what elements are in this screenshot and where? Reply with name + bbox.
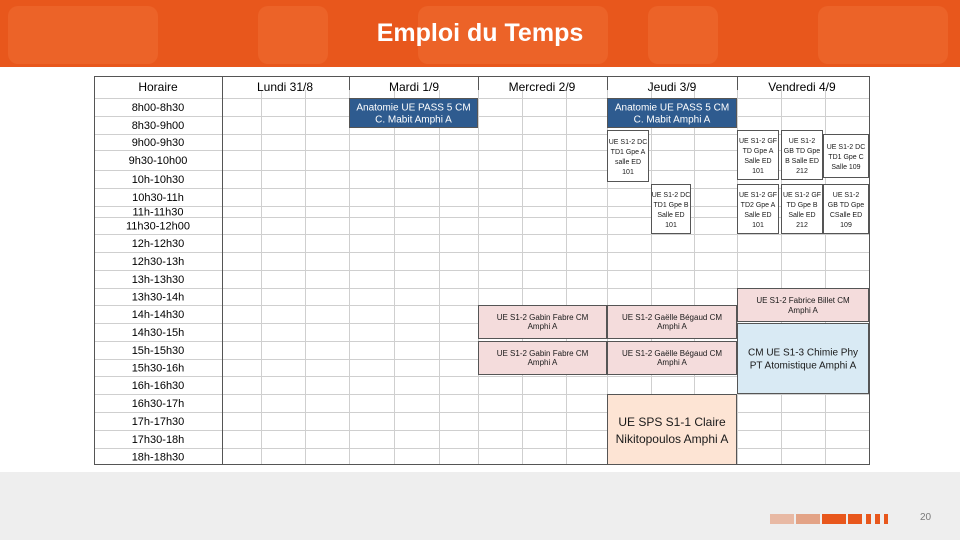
header-day: Vendredi 4/9 [768, 80, 836, 94]
event-text: UE S1-2 Gaëlle Bégaud CM [621, 313, 723, 323]
event-text: Salle ED [744, 157, 772, 165]
event-text: TD2 Gpe A [740, 201, 776, 209]
event-text: Anatomie UE PASS 5 CM [614, 102, 730, 114]
time-slot-label: 14h30-15h [131, 327, 185, 339]
time-slot-label: 12h-12h30 [131, 238, 185, 250]
time-slot-label: 8h30-9h00 [131, 120, 185, 132]
event-text: UE S1-2 [788, 137, 816, 145]
event-text: CM UE S1-3 Chimie Phy [747, 347, 859, 359]
time-slot-label: 15h-15h30 [131, 345, 185, 357]
footer-bar [884, 514, 888, 524]
time-slot-label: 18h-18h30 [131, 451, 185, 464]
footer-bar [866, 514, 871, 524]
event-text: Amphi A [788, 305, 818, 315]
event-text: Nikitopoulos Amphi A [615, 431, 729, 446]
time-slot-label: 12h30-13h [131, 256, 185, 268]
event-text: UE S1-2 Fabrice Billet CM [756, 295, 850, 305]
event-text: Salle ED [657, 211, 685, 219]
slide-title: Emploi du Temps [376, 19, 584, 47]
time-slot-label: 13h30-14h [131, 291, 185, 304]
event-text: Anatomie UE PASS 5 CM [356, 102, 471, 114]
event-text: UE S1-2 Gabin Fabre CM [496, 313, 589, 323]
event-text: GB TD Gpe [827, 201, 865, 209]
event-text: 101 [752, 221, 764, 229]
event-text: C. Mabit Amphi A [375, 114, 452, 126]
event-text: Amphi A [527, 322, 558, 332]
time-slot-label: 9h00-9h30 [131, 137, 185, 149]
footer-bar [875, 514, 880, 524]
time-slot-label: 11h-11h30 [132, 206, 184, 219]
time-slot-label: 9h30-10h00 [128, 155, 188, 167]
time-slot-label: 10h-10h30 [131, 174, 185, 186]
event-text: 101 [622, 168, 634, 176]
footer-bar [822, 514, 846, 524]
event-text: 212 [796, 221, 808, 229]
timetable [94, 76, 870, 465]
time-slot-label: 16h-16h30 [131, 380, 185, 392]
time-slot-label: 17h-17h30 [131, 416, 185, 428]
event-block [608, 395, 737, 465]
slide-footer [0, 472, 960, 540]
event-text: TD Gpe B [786, 201, 818, 209]
event-text: UE SPS S1-1 Claire [618, 414, 726, 429]
event-text: UE S1-2 Gabin Fabre CM [496, 349, 589, 359]
time-slot-label: 15h30-16h [131, 362, 185, 375]
event-text: 101 [665, 221, 677, 229]
event-text: B Salle ED [785, 157, 819, 165]
event-text: CSalle ED [829, 211, 863, 219]
footer-bar [796, 514, 820, 524]
event-text: Salle ED [744, 211, 772, 219]
time-slot-label: 10h30-11h [132, 192, 184, 204]
event-text: TD1 Gpe A [610, 148, 646, 156]
event-text: Salle 109 [831, 163, 861, 171]
header-horaire: Horaire [138, 80, 178, 94]
event-text: Amphi A [657, 322, 687, 332]
event-text: 101 [752, 167, 764, 175]
time-slot-label: 13h-13h30 [131, 274, 185, 286]
event-text: UE S1-2 GF [738, 137, 778, 145]
header-day: Mercredi 2/9 [508, 80, 576, 94]
event-text: UE S1-2 DC [651, 191, 691, 199]
time-slot-label: 17h30-18h [131, 434, 185, 446]
header-day: Jeudi 3/9 [647, 80, 697, 94]
event-text: C. Mabit Amphi A [633, 114, 711, 126]
event-text: GB TD Gpe [783, 147, 821, 155]
event-text: TD1 Gpe B [653, 201, 689, 209]
event-text: UE S1-2 GF [738, 191, 778, 199]
event-text: UE S1-2 DC [826, 143, 866, 151]
event-text: UE S1-2 [832, 191, 860, 199]
event-text: TD1 Gpe C [828, 153, 864, 161]
page-number: 20 [920, 512, 932, 523]
event-text: 109 [840, 221, 852, 229]
event-text: TD Gpe A [742, 147, 774, 155]
header-day: Mardi 1/9 [388, 80, 440, 94]
footer-bar [848, 514, 862, 524]
event-text: Salle ED [788, 211, 816, 219]
header-day: Lundi 31/8 [256, 80, 314, 94]
event-text: Amphi A [657, 358, 687, 368]
event-text: UE S1-2 DC [608, 138, 648, 146]
event-text: UE S1-2 GF [782, 191, 822, 199]
time-slot-label: 16h30-17h [131, 398, 185, 410]
event-text: PT Atomistique Amphi A [749, 360, 857, 372]
time-slot-label: 11h30-12h00 [125, 220, 191, 233]
event-text: salle ED [614, 158, 642, 166]
event-text: 212 [796, 167, 808, 175]
time-slot-label: 14h-14h30 [131, 309, 185, 321]
time-slot-label: 8h00-8h30 [131, 102, 185, 114]
footer-bar [770, 514, 794, 524]
event-text: UE S1-2 Gaëlle Bégaud CM [621, 349, 723, 359]
event-text: Amphi A [527, 358, 558, 368]
slide-header [0, 0, 960, 67]
